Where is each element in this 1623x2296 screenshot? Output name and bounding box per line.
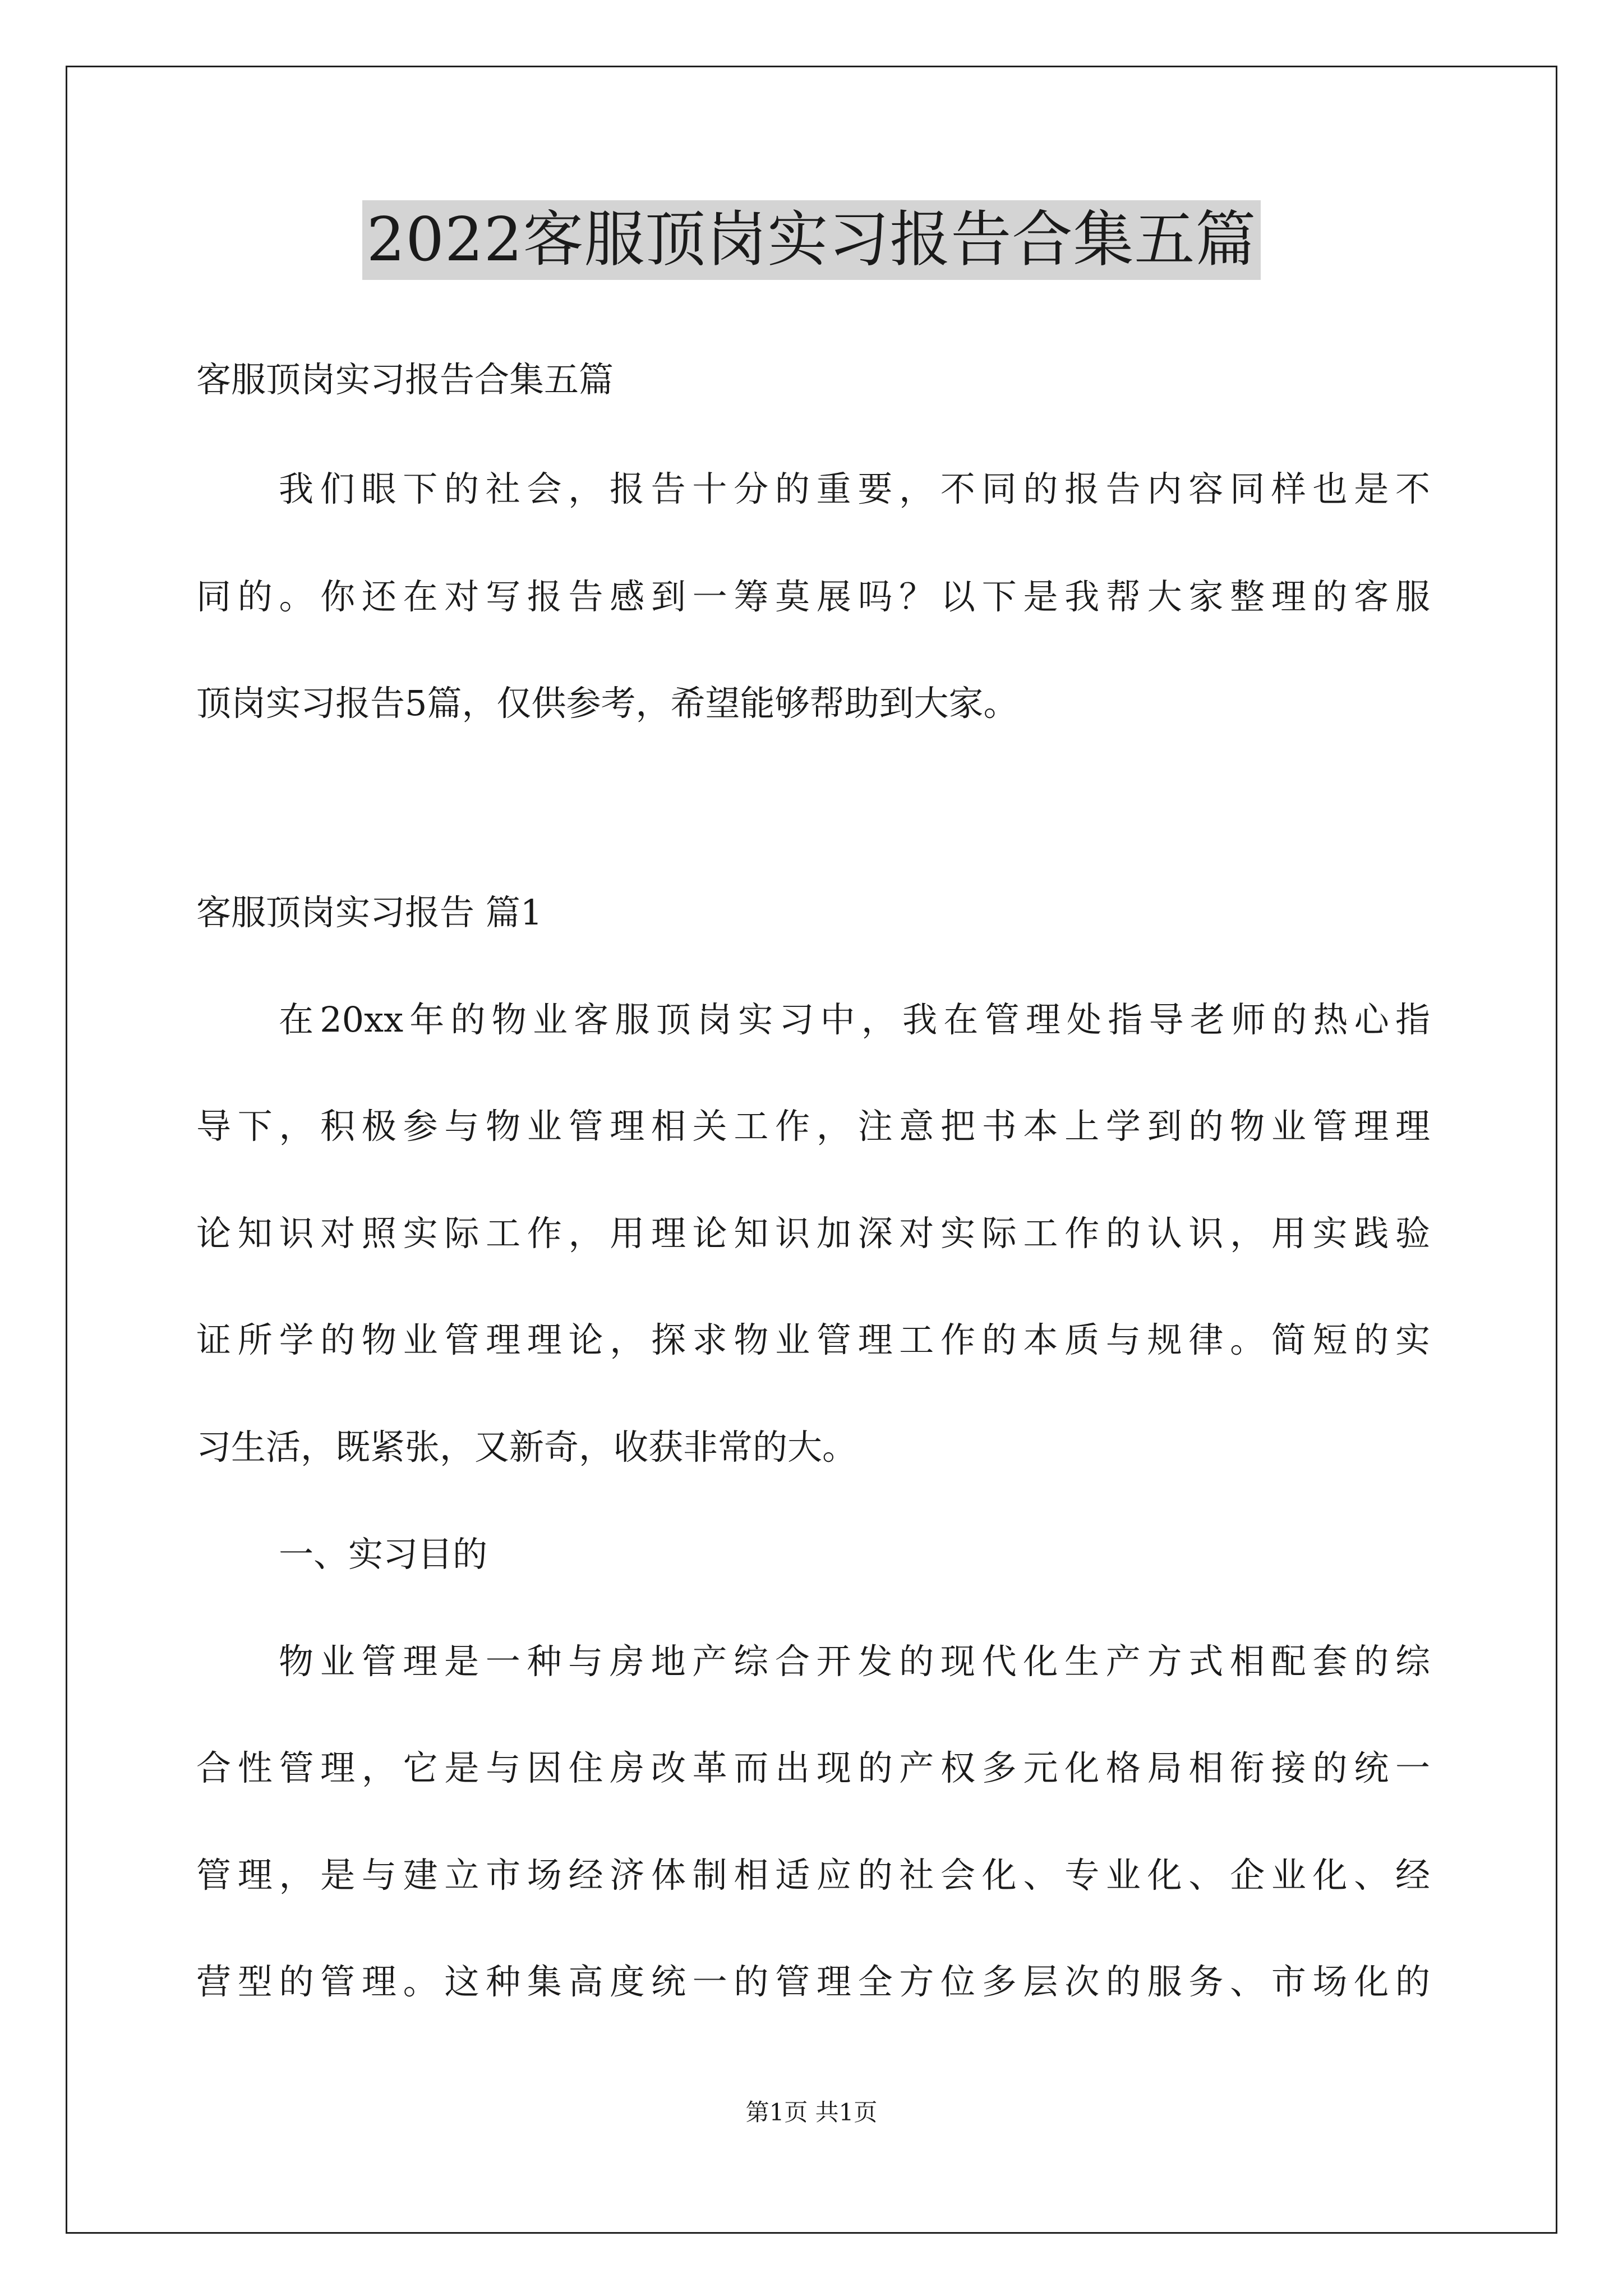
- section-heading: 客服顶岗实习报告 篇1: [196, 892, 543, 933]
- page-footer: 第1页 共1页: [745, 2099, 878, 2126]
- document-subtitle: 客服顶岗实习报告合集五篇: [196, 359, 614, 400]
- para2-line-2: 合性管理，它是与因住房改革而出现的产权多元化格局相衔接的统一: [196, 1747, 1430, 1788]
- para2-line-3: 管理，是与建立市场经济体制相适应的社会化、专业化、企业化、经: [196, 1855, 1430, 1895]
- intro-line-2: 同的。你还在对写报告感到一筹莫展吗？以下是我帮大家整理的客服: [196, 576, 1430, 617]
- subheading: 一、实习目的: [279, 1534, 488, 1575]
- para1-line-5: 习生活，既紧张，又新奇，收获非常的大。: [196, 1427, 857, 1467]
- document-title: 2022客服顶岗实习报告合集五篇: [362, 200, 1261, 280]
- intro-line-1: 我们眼下的社会，报告十分的重要，不同的报告内容同样也是不: [279, 468, 1430, 509]
- para2-line-1: 物业管理是一种与房地产综合开发的现代化生产方式相配套的综: [279, 1641, 1430, 1682]
- para1-line-1: 在20xx年的物业客服顶岗实习中，我在管理处指导老师的热心指: [279, 999, 1430, 1040]
- para1-line-4: 证所学的物业管理理论，探求物业管理工作的本质与规律。简短的实: [196, 1319, 1430, 1360]
- intro-line-3: 顶岗实习报告5篇，仅供参考，希望能够帮助到大家。: [196, 683, 1018, 724]
- title-container: [0, 200, 1623, 280]
- para1-line-2: 导下，积极参与物业管理相关工作，注意把书本上学到的物业管理理: [196, 1106, 1430, 1147]
- para1-line-3: 论知识对照实际工作，用理论知识加深对实际工作的认识，用实践验: [196, 1213, 1430, 1254]
- para2-line-4: 营型的管理。这种集高度统一的管理全方位多层次的服务、市场化的: [196, 1961, 1430, 2002]
